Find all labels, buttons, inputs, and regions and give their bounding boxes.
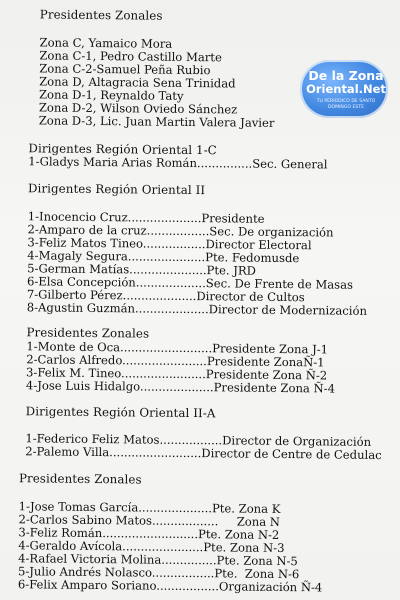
text-line: 3-Feliz Román..........................Pte. Zona N-2: [18, 525, 280, 542]
text-line: Zona D-2, Wilson Oviedo Sánchez: [38, 100, 238, 117]
text-line: 1-Gladys Maria Arias Román...............Sec. General: [28, 154, 328, 172]
text-line: 6-Elsa Concepción...................Sec. De Frente de Masas: [26, 274, 354, 292]
text-line: 2-Carlos Sabino Matos.................. Zona N: [18, 512, 281, 529]
text-line: 3-Feliz Matos Tineo.................Director Electoral: [27, 235, 312, 253]
text-line: Zona C-1, Pedro Castillo Marte: [39, 48, 222, 65]
text-line: 1-Jose Tomas García....................Pte. Zona K: [18, 499, 281, 516]
text-line: 2-Carlos Alfredo.......................Presidente ZonaÑ-1: [26, 352, 325, 370]
text-line: 5-Julio Andrés Nolasco.................Pte. Zona N-6: [17, 564, 300, 582]
text-line: 4-Rafael Victoria Molina...............Pte. Zona N-5: [18, 551, 298, 569]
text-line: 3-Felix M. Tineo.......................Presidente Zona Ñ-2: [26, 365, 328, 383]
heading-region-ii-a: Dirigentes Región Oriental II-A: [25, 404, 216, 421]
text-line: 1-Inocencio Cruz....................Presidente: [27, 209, 265, 226]
text-line: Zona C, Yamaico Mora: [39, 35, 173, 51]
logo-line1: De la Zona: [308, 68, 384, 83]
site-logo: [300, 60, 388, 118]
text-line: Zona D, Altagracia Sena Trinidad: [39, 74, 236, 91]
text-line: 4-Geraldo Avícola......................Pte. Zona N-3: [18, 538, 285, 556]
logo-line2: Oriental.Net: [306, 82, 386, 96]
heading-region-1c: Dirigentes Región Oriental 1-C: [28, 141, 217, 158]
text-line: 8-Agustin Guzmán....................Director de Modernización: [26, 300, 368, 318]
text-line: 7-Gilberto Pérez....................Director de Cultos: [26, 287, 305, 305]
text-line: 4-Jose Luis Hidalgo....................Presidente Zona Ñ-4: [25, 378, 336, 396]
heading-presidentes-zonales: Presidentes Zonales: [18, 471, 142, 487]
text-line: Zona D-1, Reynaldo Taty: [38, 87, 184, 103]
text-line: 4-Magaly Segura.....................Pte. Fedomusde: [27, 248, 300, 266]
heading-presidentes-zonales: Presidentes Zonales: [26, 325, 150, 341]
text-line: 1-Monte de Oca.........................Presidente Zona J-1: [26, 339, 329, 357]
heading-presidentes-zonales: Presidentes Zonales: [39, 7, 163, 23]
logo-tagline: TU PERIODICO DE SANTO DOMINGO ESTE: [316, 99, 376, 110]
text-line: Zona C-2-Samuel Peña Rubio: [39, 61, 211, 78]
text-line: Zona D-3, Lic. Juan Martin Valera Javier: [38, 113, 275, 130]
heading-region-ii: Dirigentes Región Oriental II: [27, 181, 206, 198]
text-line: 2-Palemo Villa.........................Director de Centre de Cedulac: [25, 444, 382, 463]
text-line: 5-German Matías.....................Pte. JRD: [27, 261, 257, 278]
text-line: 1-Federico Feliz Matos.................Director de Organización: [25, 431, 372, 449]
text-line: 2-Amparo de la cruz.................Sec. De organización: [27, 222, 334, 240]
text-line: 6-Felix Amparo Soriano.................Organización Ñ-4: [17, 577, 323, 595]
